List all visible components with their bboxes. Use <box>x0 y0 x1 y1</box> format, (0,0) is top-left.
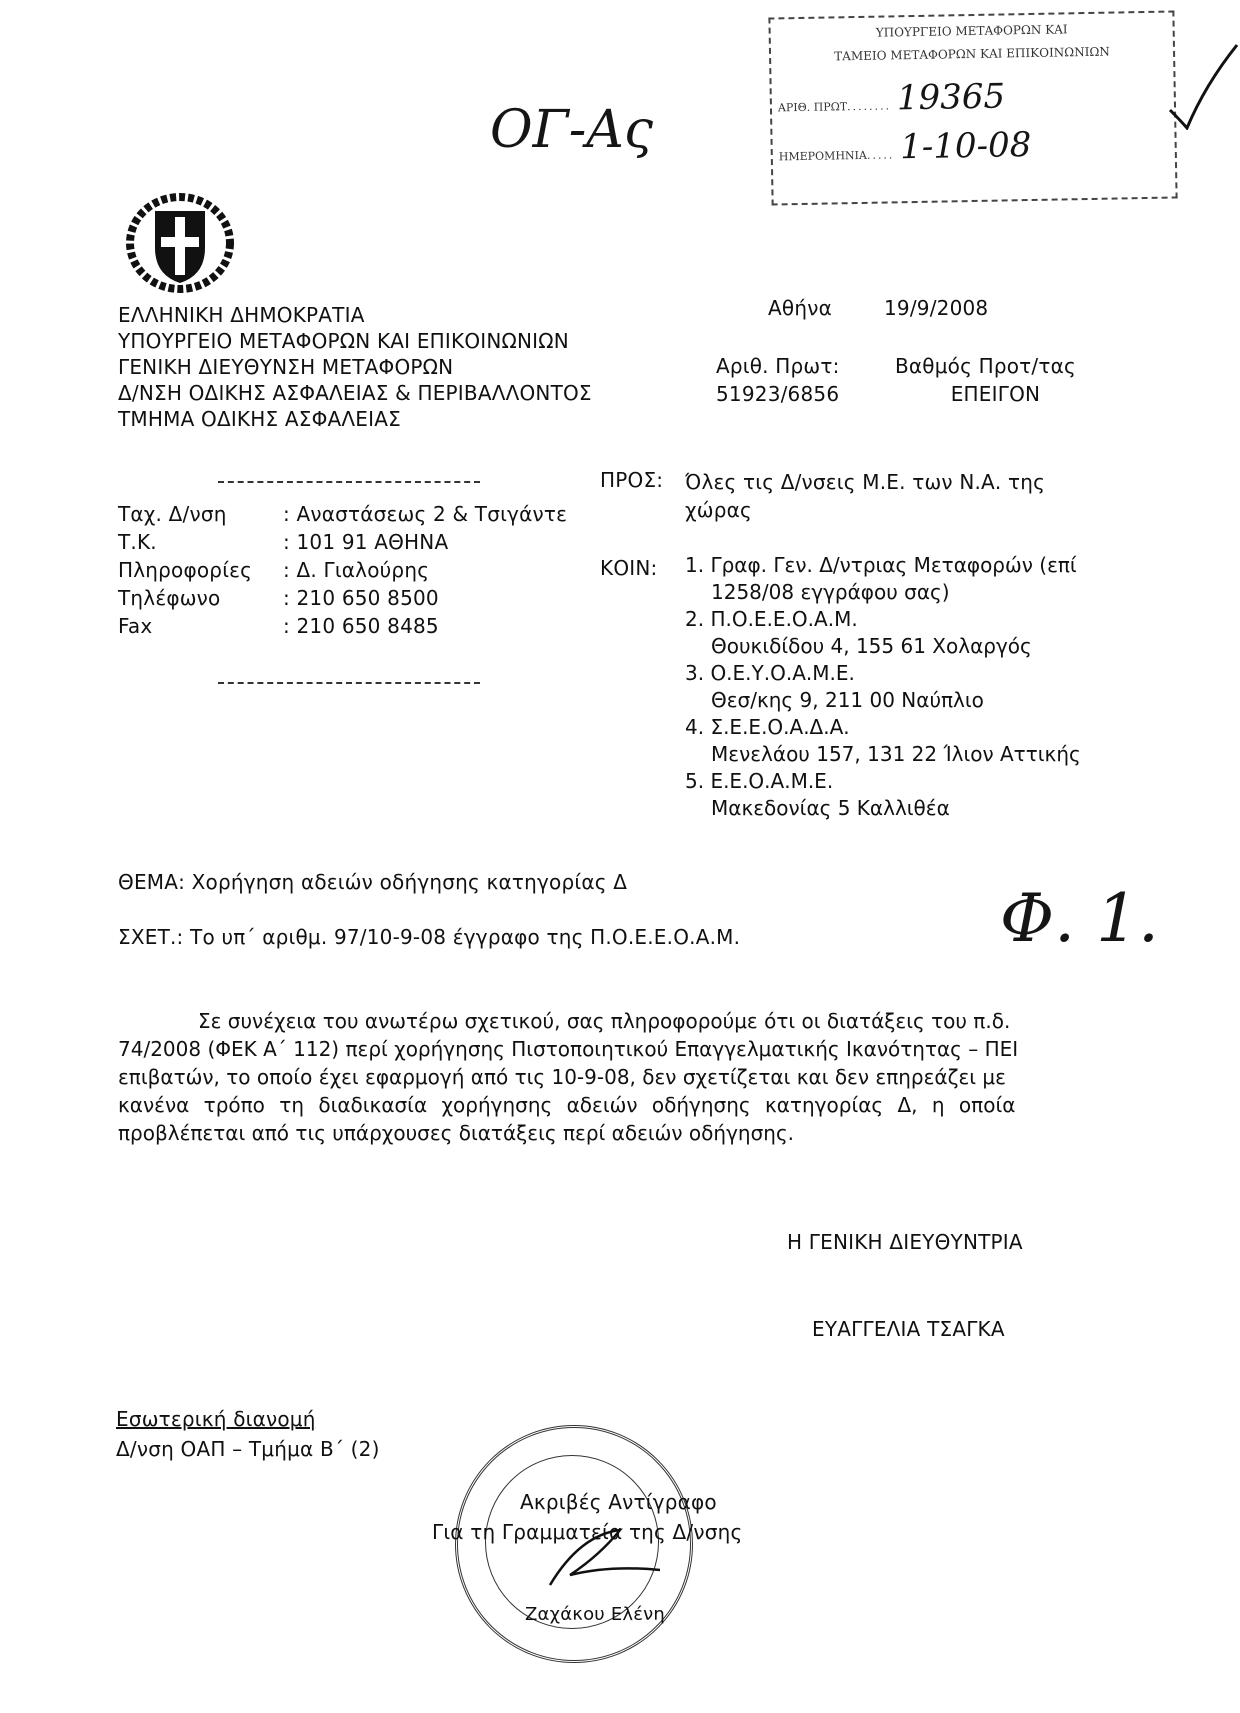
cc-line: 5. Ε.Ε.Ο.Α.Μ.Ε. <box>685 769 834 793</box>
signature-title: Η ΓΕΝΙΚΗ ΔΙΕΥΘΥΝΤΡΙΑ <box>787 1230 1023 1254</box>
contact-top-divider <box>218 481 480 483</box>
place-label: Αθήνα <box>768 296 832 320</box>
cc-line: 4. Σ.Ε.Ε.Ο.Α.Δ.Α. <box>685 715 850 739</box>
internal-distribution-line: Δ/νση ΟΑΠ – Τμήμα Β΄ (2) <box>116 1437 380 1461</box>
cc-line: 2. Π.Ο.Ε.Ε.Ο.Α.Μ. <box>685 607 858 631</box>
priority-block <box>895 352 1076 408</box>
body-line: επιβατών, το οποίο έχει εφαρμογή από τις 10-9-08, δεν σχετίζεται και δεν επηρεάζει με <box>118 1065 1006 1089</box>
contact-row: Ταχ. Δ/νση : Αναστάσεως 2 & Τσιγάντε <box>118 502 568 526</box>
cc-label: ΚΟΙΝ: <box>600 556 658 580</box>
priority-label: Βαθμός Προτ/τας <box>895 354 1076 378</box>
header-line-3: ΓΕΝΙΚΗ ΔΙΕΥΘΥΝΣΗ ΜΕΤΑΦΟΡΩΝ <box>118 355 454 379</box>
cc-line: Μακεδονίας 5 Καλλιθέα <box>711 796 950 820</box>
to-line-2: χώρας <box>685 498 752 522</box>
to-label: ΠΡΟΣ: <box>600 468 664 492</box>
certified-copy-line-3: Ζαχάκου Ελένη <box>525 1604 666 1625</box>
stamp-number-row: ΑΡΙΘ. ΠΡΩΤ ........ 19365 <box>777 76 1006 119</box>
internal-distribution-title: Εσωτερική διανομή <box>116 1407 316 1431</box>
contact-row: Τηλέφωνο : 210 650 8500 <box>118 586 439 610</box>
body-line: Σε συνέχεια του ανωτέρω σχετικού, σας πληροφορούμε ότι οι διατάξεις του π.δ. <box>198 1009 1011 1033</box>
header-line-1: ΕΛΛΗΝΙΚΗ ΔΗΜΟΚΡΑΤΙΑ <box>118 303 365 327</box>
signature-name: ΕΥΑΓΓΕΛΙΑ ΤΣΑΓΚΑ <box>812 1317 1005 1341</box>
header-line-4: Δ/ΝΣΗ ΟΔΙΚΗΣ ΑΣΦΑΛΕΙΑΣ & ΠΕΡΙΒΑΛΛΟΝΤΟΣ <box>118 381 592 405</box>
protocol-label: Αριθ. Πρωτ: <box>716 354 840 378</box>
checkmark-icon <box>1165 40 1240 130</box>
to-recipient <box>685 468 1045 524</box>
stamp-number-label: ΑΡΙΘ. ΠΡΩΤ <box>777 100 848 115</box>
subject-line: ΘΕΜΑ: Χορήγηση αδειών οδήγησης κατηγορίας Δ <box>118 870 628 894</box>
contact-row: Τ.Κ. : 101 91 ΑΘΗΝΑ <box>118 530 449 554</box>
handwritten-top-note: ΟΓ-Ας <box>490 100 653 160</box>
cc-line: 3. Ο.Ε.Υ.Ο.Α.Μ.Ε. <box>685 661 855 685</box>
contact-row: Fax : 210 650 8485 <box>118 614 439 638</box>
body-line: προβλέπεται από τις υπάρχουσες διατάξεις περί αδειών οδήγησης. <box>118 1121 795 1145</box>
cc-line: Θεσ/κης 9, 211 00 Ναύπλιο <box>711 688 984 712</box>
cc-list <box>685 552 1081 822</box>
priority-value: ΕΠΕΙΓΟΝ <box>950 382 1041 406</box>
document-date: 19/9/2008 <box>884 296 989 320</box>
body-line: κανένα τρόπο τη διαδικασία χορήγησης αδειών οδήγησης κατηγορίας Δ, η οποία <box>118 1093 1016 1117</box>
header-line-5: ΤΜΗΜΑ ΟΔΙΚΗΣ ΑΣΦΑΛΕΙΑΣ <box>118 407 401 431</box>
stamp-date-label: ΗΜΕΡΟΜΗΝΙΑ <box>778 148 867 163</box>
to-line-1: Όλες τις Δ/νσεις Μ.Ε. των Ν.Α. της <box>685 470 1046 494</box>
stamp-line-1: ΥΠΟΥΡΓΕΙΟ ΜΕΤΑΦΟΡΩΝ ΚΑΙ <box>875 22 1068 40</box>
stamp-line-2: ΤΑΜΕΙΟ ΜΕΤΑΦΟΡΩΝ ΚΑΙ ΕΠΙΚΟΙΝΩΝΙΩΝ <box>834 44 1110 64</box>
body-line: 74/2008 (ΦΕΚ Α΄ 112) περί χορήγησης Πιστοποιητικού Επαγγελματικής Ικανότητας – ΠΕΙ <box>118 1037 1019 1061</box>
cc-line: Μενελάου 157, 131 22 Ίλιον Αττικής <box>711 742 1081 766</box>
protocol-number: 51923/6856 <box>716 382 840 406</box>
stamp-date-row: ΗΜΕΡΟΜΗΝΙΑ ..... 1-10-08 <box>778 124 1032 167</box>
cc-line: 1258/08 εγγράφου σας) <box>711 580 950 604</box>
contact-row: Πληροφορίες : Δ. Γιαλούρης <box>118 558 430 582</box>
coat-of-arms-icon <box>125 193 235 293</box>
stamp-number-value: 19365 <box>896 76 1006 119</box>
protocol-block <box>716 352 840 408</box>
handwritten-folder-note: Φ. 1. <box>1000 880 1160 957</box>
contact-bottom-divider <box>218 682 480 684</box>
certified-copy-line-1: Ακριβές Αντίγραφο <box>520 1490 717 1514</box>
certified-copy-line-2: Για τη Γραμματεία της Δ/νσης <box>432 1520 743 1544</box>
cc-line: Θουκιδίδου 4, 155 61 Χολαργός <box>711 634 1032 658</box>
contact-block <box>118 500 567 640</box>
signature-scribble-icon <box>540 1525 670 1595</box>
body-paragraph <box>118 1007 1018 1147</box>
ministry-header <box>118 302 592 432</box>
reference-line: ΣΧΕΤ.: Το υπ΄ αριθμ. 97/10-9-08 έγγραφο της Π.Ο.Ε.Ε.Ο.Α.Μ. <box>118 925 741 949</box>
stamp-date-value: 1-10-08 <box>899 124 1032 167</box>
header-line-2: ΥΠΟΥΡΓΕΙΟ ΜΕΤΑΦΟΡΩΝ ΚΑΙ ΕΠΙΚΟΙΝΩΝΙΩΝ <box>118 329 569 353</box>
cc-line: 1. Γραφ. Γεν. Δ/ντριας Μεταφορών (επί <box>685 553 1077 577</box>
registration-stamp <box>768 10 1177 205</box>
